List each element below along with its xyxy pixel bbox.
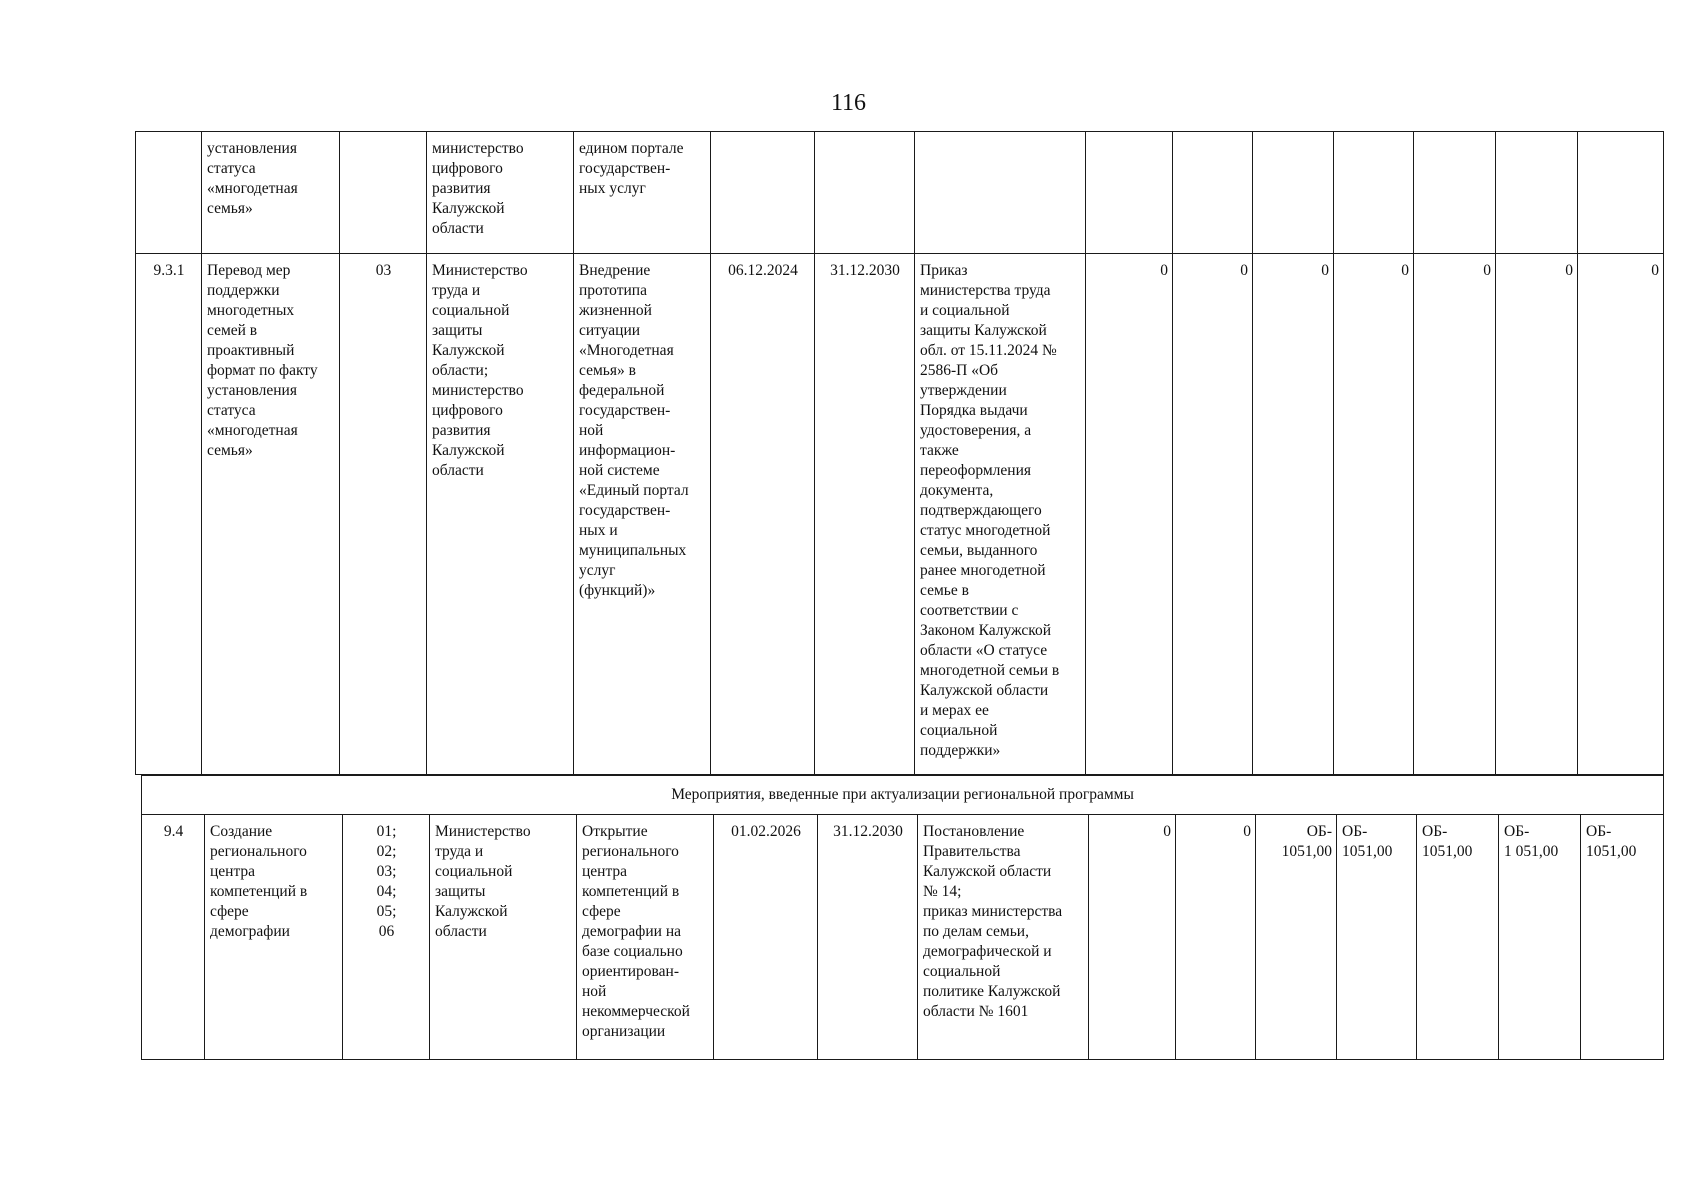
text-line: ной <box>582 983 607 1000</box>
text-line: государствен- <box>579 502 671 519</box>
text-line: Калужской <box>432 200 505 217</box>
value-line: 0 <box>1243 823 1251 840</box>
text-line: «многодетная <box>207 422 298 439</box>
text-line: муниципальных <box>579 542 687 559</box>
cell-value <box>1337 815 1417 1060</box>
text-line: области «О статусе <box>920 642 1048 659</box>
text-line: федеральной <box>579 382 665 399</box>
table-row-94 <box>142 815 1664 1060</box>
cell-codes <box>343 815 430 1060</box>
cell-document <box>915 254 1086 775</box>
cell-value: 0 <box>1334 254 1414 775</box>
text-line: области; <box>432 362 489 379</box>
text-line: государствен- <box>579 160 671 177</box>
text-line: установления <box>207 140 297 157</box>
text-line: 01; <box>376 823 397 840</box>
text-line: 05; <box>376 903 397 920</box>
text-line: министерство <box>432 382 524 399</box>
text-line: развития <box>432 422 491 439</box>
text-line: сфере <box>582 903 621 920</box>
text-line: прототипа <box>579 282 647 299</box>
text-line: «Многодетная <box>579 342 674 359</box>
cell-value <box>1253 132 1334 254</box>
cell-document <box>915 132 1086 254</box>
cell-value <box>1176 815 1256 1060</box>
text-line: центра <box>210 863 256 880</box>
text-line: Открытие <box>582 823 648 840</box>
text-line: демографии <box>210 923 290 940</box>
text-line: регионального <box>210 843 307 860</box>
cell-start-date: 01.02.2026 <box>714 815 818 1060</box>
text-line: переоформления <box>920 462 1032 479</box>
text-line: Постановление <box>923 823 1025 840</box>
text-line: статус многодетной <box>920 522 1051 539</box>
cell-value: 0 <box>1253 254 1334 775</box>
text-line: области <box>432 220 484 237</box>
text-line: 02; <box>376 843 397 860</box>
text-line: некоммерческой <box>582 1003 690 1020</box>
cell-value: 0 <box>1496 254 1578 775</box>
text-line: поддержки» <box>920 742 1001 759</box>
text-line: демографии на <box>582 923 681 940</box>
text-line: и социальной <box>920 302 1010 319</box>
text-line: ной <box>579 422 604 439</box>
cell-number: 9.4 <box>142 815 205 1060</box>
cell-value <box>1089 815 1176 1060</box>
cell-name <box>205 815 343 1060</box>
text-line: многодетных <box>207 302 295 319</box>
cell-executor <box>430 815 577 1060</box>
text-line: ной системе <box>579 462 660 479</box>
text-line: семьи, выданного <box>920 542 1038 559</box>
cell-value <box>1256 815 1337 1060</box>
text-line: социальной <box>432 302 510 319</box>
text-line: обл. от 15.11.2024 № <box>920 342 1057 359</box>
value-line: ОБ- <box>1422 823 1448 840</box>
text-line: Законом Калужской <box>920 622 1052 639</box>
cell-value <box>1086 132 1173 254</box>
measures-table-added <box>141 775 1664 1060</box>
value-line: ОБ- <box>1504 823 1530 840</box>
cell-value <box>1496 132 1578 254</box>
cell-end-date: 31.12.2030 <box>815 254 915 775</box>
text-line: Калужской <box>432 442 505 459</box>
text-line: ситуации <box>579 322 641 339</box>
cell-value <box>1499 815 1581 1060</box>
text-line: приказ министерства <box>923 903 1063 920</box>
table-row-931 <box>136 254 1664 775</box>
text-line: сфере <box>210 903 249 920</box>
value-line: 1051,00 <box>1281 843 1332 860</box>
text-line: едином портале <box>579 140 684 157</box>
value-line: ОБ- <box>1342 823 1368 840</box>
text-line: 2586-П «Об <box>920 362 999 379</box>
text-line: области <box>435 923 487 940</box>
cell-value <box>1414 132 1496 254</box>
text-line: центра <box>582 863 628 880</box>
text-line: 03; <box>376 863 397 880</box>
text-line: компетенций в <box>210 883 308 900</box>
text-line: защиты <box>435 883 486 900</box>
text-line: труда и <box>435 843 484 860</box>
text-line: документа, <box>920 482 994 499</box>
text-line: Калужской <box>435 903 508 920</box>
cell-value: 0 <box>1414 254 1496 775</box>
cell-end-date <box>815 132 915 254</box>
cell-result <box>574 254 711 775</box>
text-line: Внедрение <box>579 262 651 279</box>
value-line: 1051,00 <box>1586 843 1637 860</box>
cell-executor <box>427 132 574 254</box>
cell-result <box>577 815 714 1060</box>
cell-value: 0 <box>1578 254 1664 775</box>
text-line: цифрового <box>432 160 503 177</box>
text-line: Министерство <box>435 823 531 840</box>
text-line: ориентирован- <box>582 963 679 980</box>
value-line: ОБ- <box>1586 823 1612 840</box>
text-line: базе социально <box>582 943 683 960</box>
text-line: удостоверения, а <box>920 422 1032 439</box>
text-line: семей в <box>207 322 258 339</box>
value-line: 1051,00 <box>1342 843 1393 860</box>
text-line: государствен- <box>579 402 671 419</box>
text-line: семья» <box>207 442 253 459</box>
text-line: регионального <box>582 843 679 860</box>
text-line: министерство <box>432 140 524 157</box>
cell-end-date: 31.12.2030 <box>818 815 918 1060</box>
text-line: Калужской области <box>923 863 1052 880</box>
text-line: статуса <box>207 160 256 177</box>
section-title: Мероприятия, введенные при актуализации региональной программы <box>142 776 1664 815</box>
page-number: 116 <box>830 90 867 116</box>
text-line: Приказ <box>920 262 968 279</box>
cell-number <box>136 132 202 254</box>
text-line: области <box>432 462 484 479</box>
text-line: труда и <box>432 282 481 299</box>
text-line: Порядка выдачи <box>920 402 1028 419</box>
text-line: соответствии с <box>920 602 1019 619</box>
text-line: Калужской области <box>920 682 1049 699</box>
cell-value: 0 <box>1086 254 1173 775</box>
text-line: семья» в <box>579 362 636 379</box>
text-line: формат по факту <box>207 362 318 379</box>
text-line: Перевод мер <box>207 262 291 279</box>
cell-start-date <box>711 132 815 254</box>
cell-value <box>1578 132 1664 254</box>
text-line: поддержки <box>207 282 280 299</box>
cell-number: 9.3.1 <box>136 254 202 775</box>
text-line: «многодетная <box>207 180 298 197</box>
text-line: ных и <box>579 522 618 539</box>
text-line: области № 1601 <box>923 1003 1029 1020</box>
cell-executor <box>427 254 574 775</box>
text-line: и мерах ее <box>920 702 989 719</box>
text-line: подтверждающего <box>920 502 1042 519</box>
text-line: «Единый портал <box>579 482 689 499</box>
cell-value <box>1581 815 1664 1060</box>
cell-start-date: 06.12.2024 <box>711 254 815 775</box>
text-line: Калужской <box>432 342 505 359</box>
text-line: информацион- <box>579 442 676 459</box>
value-line: 1051,00 <box>1422 843 1473 860</box>
text-line: № 14; <box>923 883 962 900</box>
text-line: защиты Калужской <box>920 322 1047 339</box>
cell-result <box>574 132 711 254</box>
text-line: социальной <box>435 863 513 880</box>
text-line: социальной <box>923 963 1001 980</box>
cell-codes <box>340 132 427 254</box>
text-line: Правительства <box>923 843 1021 860</box>
text-line: 04; <box>376 883 397 900</box>
cell-document <box>918 815 1089 1060</box>
text-line: министерства труда <box>920 282 1051 299</box>
text-line: организации <box>582 1023 666 1040</box>
cell-value <box>1334 132 1414 254</box>
text-line: статуса <box>207 402 256 419</box>
cell-value: 0 <box>1173 254 1253 775</box>
text-line: также <box>920 442 959 459</box>
text-line: ранее многодетной <box>920 562 1046 579</box>
text-line: 06 <box>378 923 395 940</box>
table-row-continued <box>136 132 1664 254</box>
text-line: ных услуг <box>579 180 646 197</box>
text-line: (функций)» <box>579 582 656 599</box>
cell-value <box>1173 132 1253 254</box>
value-line: 1 051,00 <box>1504 843 1559 860</box>
text-line: защиты <box>432 322 483 339</box>
section-row <box>142 776 1664 815</box>
cell-value <box>1417 815 1499 1060</box>
text-line: услуг <box>579 562 616 579</box>
text-line: семье в <box>920 582 969 599</box>
cell-codes: 03 <box>340 254 427 775</box>
cell-name <box>202 132 340 254</box>
text-line: семья» <box>207 200 253 217</box>
text-line: проактивный <box>207 342 295 359</box>
text-line: развития <box>432 180 491 197</box>
text-line: социальной <box>920 722 998 739</box>
text-line: жизненной <box>579 302 652 319</box>
text-line: цифрового <box>432 402 503 419</box>
value-line: 0 <box>1163 823 1171 840</box>
text-line: Создание <box>210 823 273 840</box>
cell-name <box>202 254 340 775</box>
text-line: по делам семьи, <box>923 923 1029 940</box>
text-line: компетенций в <box>582 883 680 900</box>
value-line: ОБ- <box>1306 823 1332 840</box>
text-line: утверждении <box>920 382 1007 399</box>
measures-table <box>135 131 1664 775</box>
text-line: установления <box>207 382 297 399</box>
text-line: Министерство <box>432 262 528 279</box>
text-line: многодетной семьи в <box>920 662 1060 679</box>
text-line: демографической и <box>923 943 1052 960</box>
text-line: политике Калужской <box>923 983 1061 1000</box>
